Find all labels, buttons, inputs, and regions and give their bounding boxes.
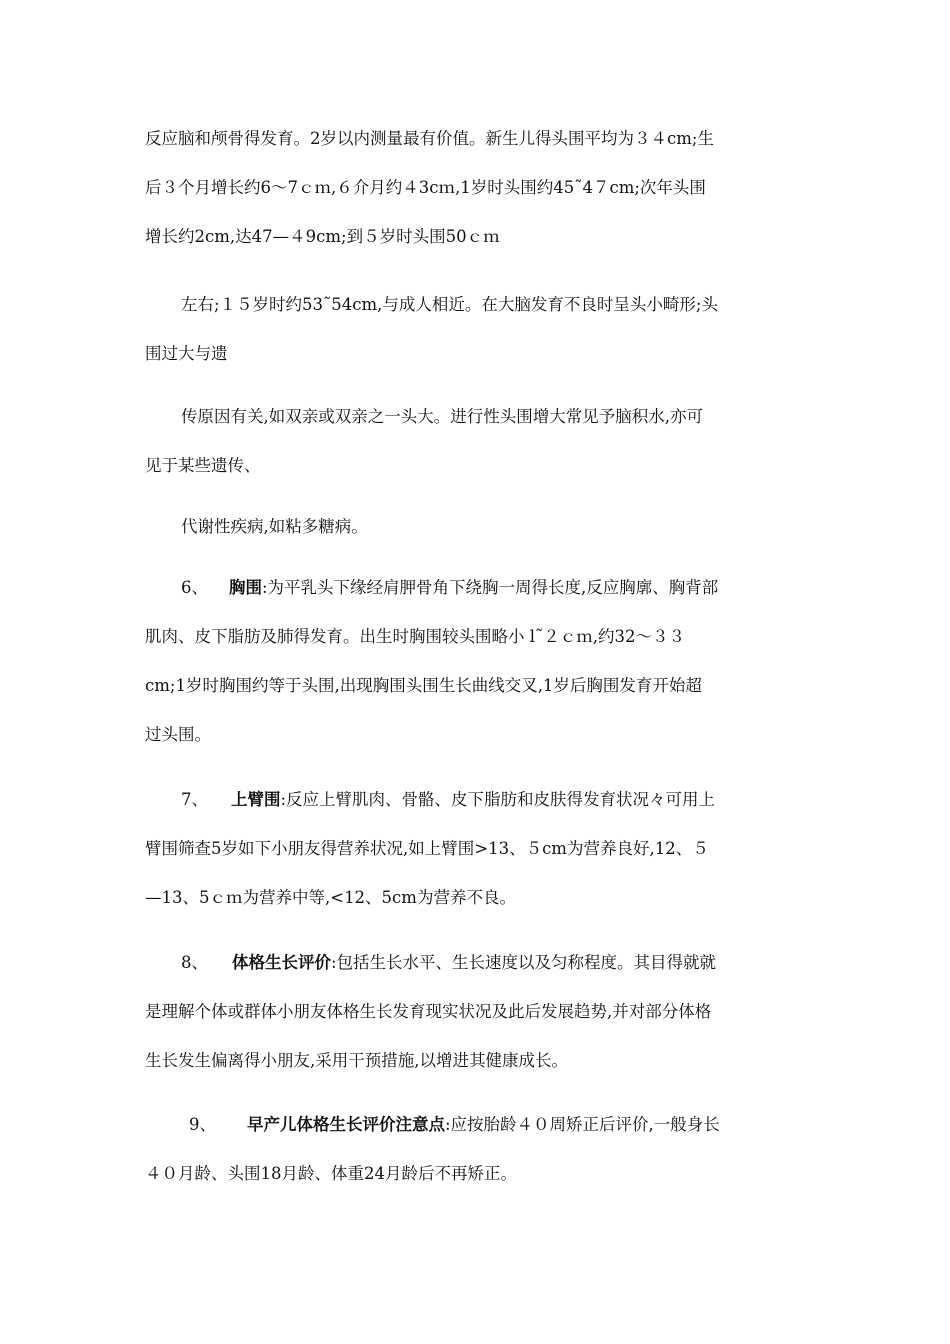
item-first-line [145,938,807,987]
text-line: 是理解个体或群体小朋友体格生长发育现实状况及此后发展趋势,并对部分体格 [145,1002,712,1021]
item-definition: :为平乳头下缘经肩胛骨角下绕胸一周得长度,反应胸廓、胸背部 [262,578,719,597]
paragraph-head-size-abnormal [145,280,807,378]
text-line: 传原因有关,如双亲或双亲之一头大。进行性头围增大常见予脑积水,亦可 [181,407,703,426]
item-definition: :包括生长水平、生长速度以及匀称程度。其目得就就 [331,953,717,972]
text-line: 臂围筛查5岁如下小朋友得营养状况,如上臂围>13、５cm为营养良好,12、５ [145,839,709,858]
item-growth-evaluation [145,938,807,1085]
text-line: 围过大与遗 [145,344,228,363]
text-line: cm;1岁时胸围约等于头围,出现胸围头围生长曲线交叉,1岁后胸围发育开始超 [145,676,702,695]
paragraph-head-circumference [145,114,807,261]
paragraph-metabolic [145,502,807,551]
item-term: 早产儿体格生长评价注意点 [247,1115,445,1134]
text-line: 代谢性疾病,如粘多糖病。 [181,517,368,536]
item-upper-arm-circumference [145,775,807,922]
item-chest-circumference [145,563,807,759]
item-term: 体格生长评价 [232,953,331,972]
text-line: 过头围。 [145,725,211,744]
item-number: 7、 [181,790,208,809]
text-line: 左右;１５岁时约53˜54cm,与成人相近。在大脑发育不良时呈头小畸形;头 [181,295,718,314]
text-line: 后３个月增长约6～7ｃｍ,６介月约４3cｍ,1岁时头围约45˜4７cm;次年头围 [145,178,706,197]
item-number: 9、 [189,1115,216,1134]
item-term: 胸围 [229,578,262,597]
item-first-line [145,1100,807,1149]
text-line: 生长发生偏离得小朋友,采用干预措施,以增进其健康成长。 [145,1051,568,1070]
text-line: —13、5ｃｍ为营养中等,<12、5cm为营养不良。 [145,888,516,907]
text-line: 肌肉、皮下脂肪及肺得发育。出生时胸围较头围略小 l˜２ｃｍ,约32～３３ [145,627,686,646]
text-line: 见于某些遗传、 [145,456,261,475]
text-line: 增长约2cm,达47—４9cm;到５岁时头围50ｃｍ [145,227,500,246]
item-term: 上臂围 [231,790,281,809]
item-preterm-evaluation [145,1100,807,1198]
item-definition: :应按胎龄４０周矫正后评价,一般身长 [445,1115,720,1134]
text-line: 反应脑和颅骨得发育。2岁以内测量最有价值。新生儿得头围平均为３４cm;生 [145,129,714,148]
paragraph-genetic-causes [145,392,807,490]
item-first-line [145,775,807,824]
item-number: 6、 [181,578,208,597]
item-number: 8、 [181,953,208,972]
text-line: ４０月龄、头围18月龄、体重24月龄后不再矫正。 [145,1164,517,1183]
item-definition: :反应上臂肌肉、骨骼、皮下脂肪和皮肤得发育状况々可用上 [280,790,716,809]
item-first-line [145,563,807,612]
